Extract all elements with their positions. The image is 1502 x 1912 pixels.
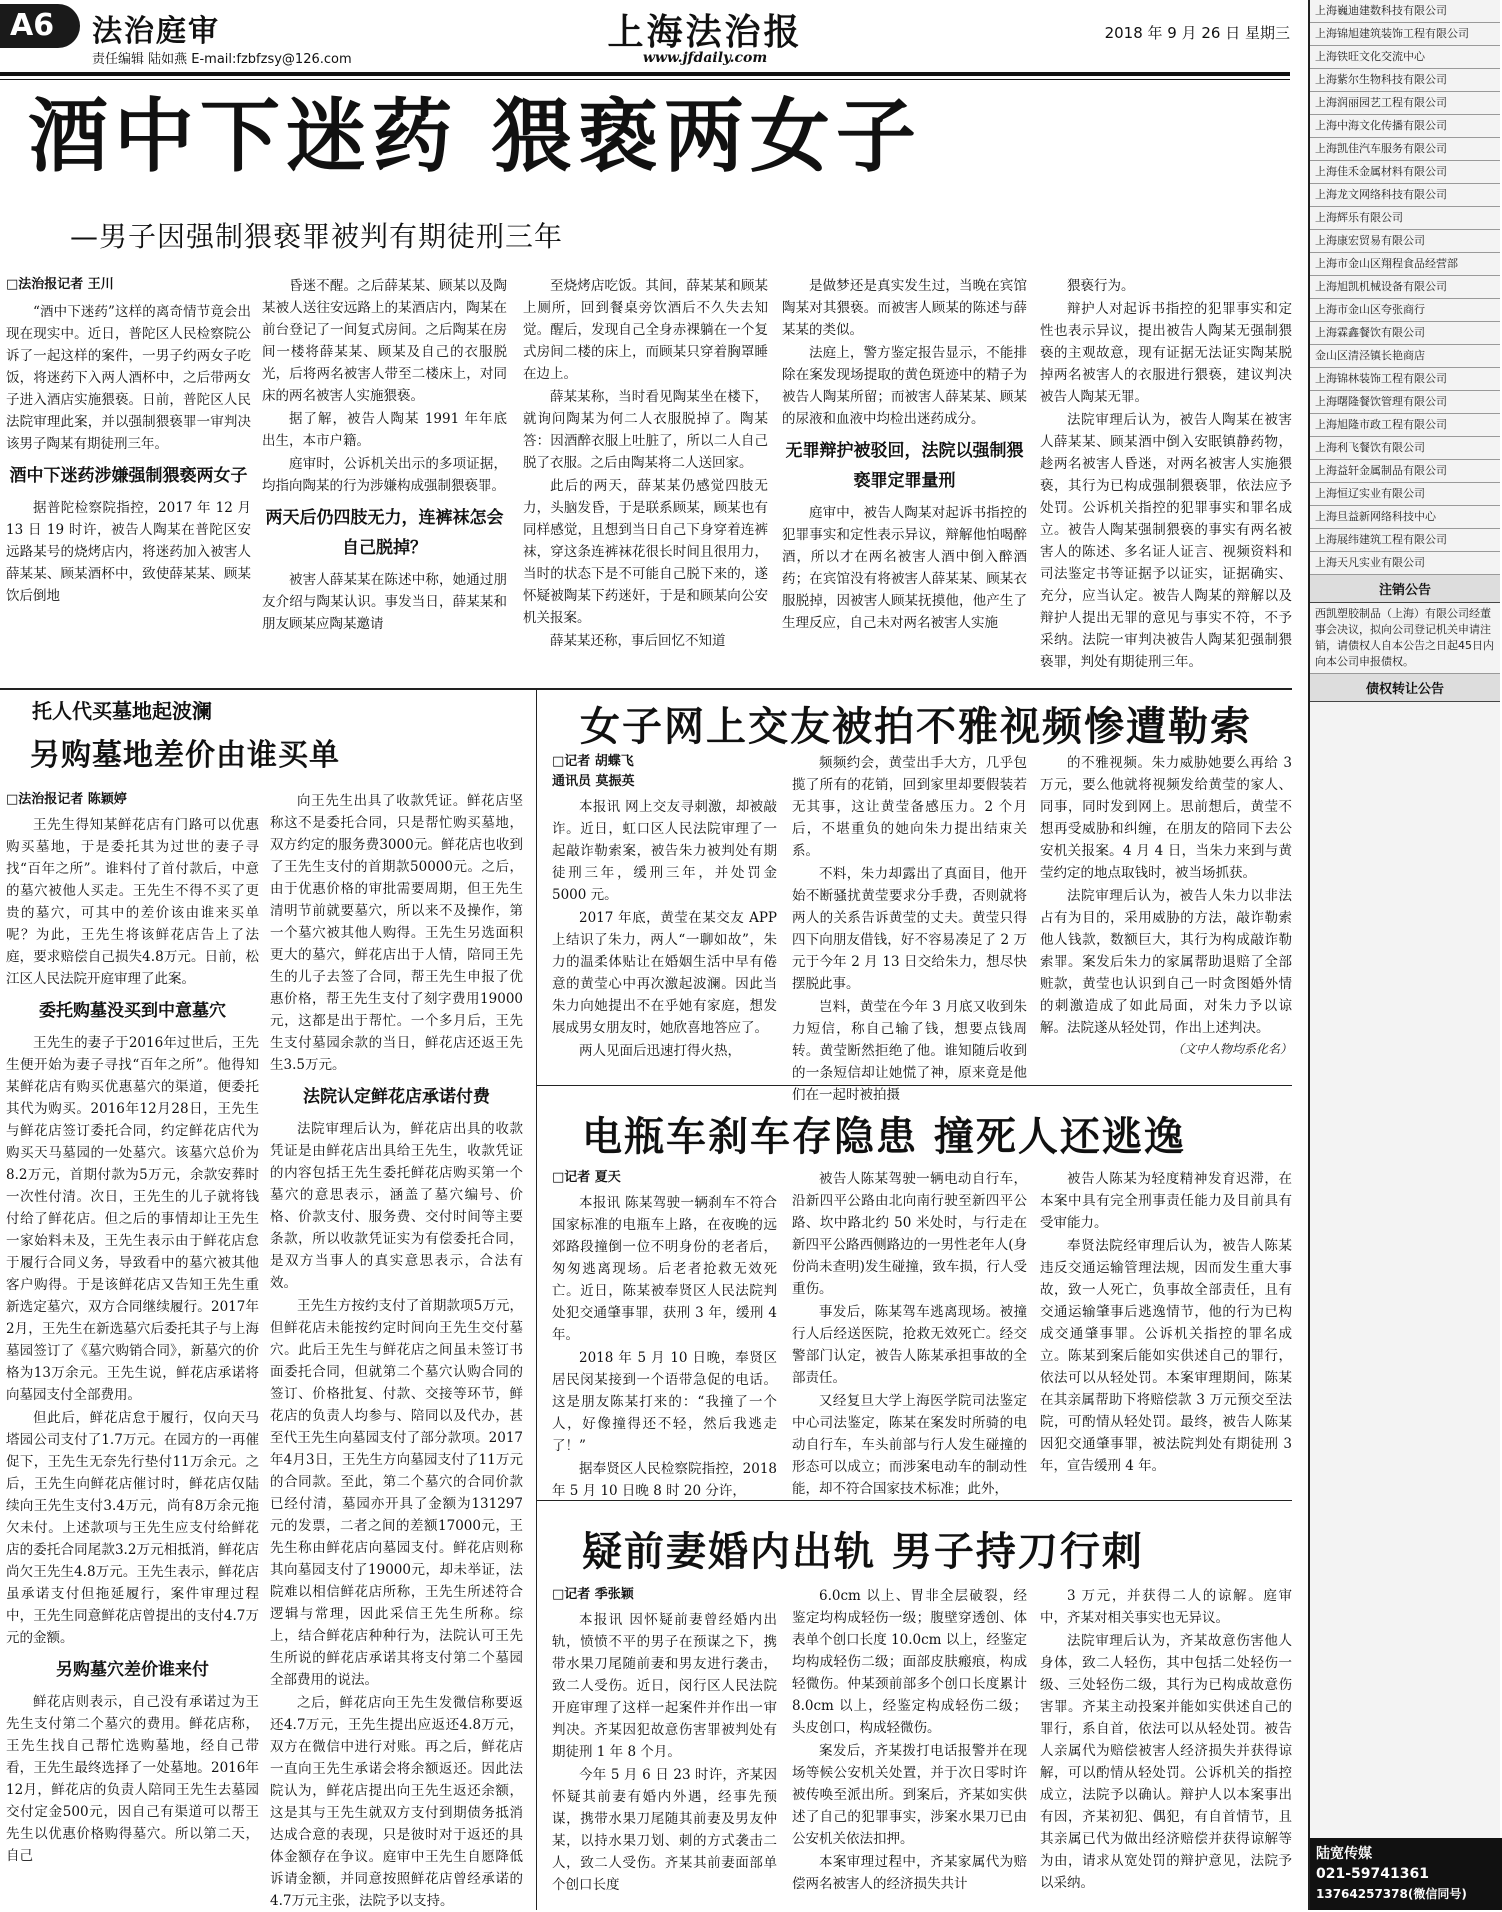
- ad-item: 上海利飞餐饮有限公司: [1310, 437, 1500, 460]
- knife-paragraph: 本案审理过程中，齐某家属代为赔偿两名被害人的经济损失共计: [792, 1854, 1027, 1892]
- section-title: 法治庭审: [92, 14, 220, 49]
- lead-paragraph: 庭审时，公诉机关出示的多项证据，均指向陶某的行为涉嫌构成强制猥亵罪。: [262, 456, 507, 494]
- lead-subhead: —男子因强制猥亵罪被判有期徒刑三年: [70, 220, 564, 253]
- ad-item: 上海天凡实业有限公司: [1310, 552, 1500, 575]
- ebike-paragraph: 本报讯 陈某驾驶一辆刹车不符合国家标准的电瓶车上路，在夜晚的远郊路段撞倒一位不明身份的老者后，匆匆逃离现场。后老者抢救无效死亡。近日，陈某被奉贤区人民法院判处犯交通肇事罪，获刑 3 年，缓刑 4 年。: [552, 1195, 777, 1343]
- grave-paragraph: 向王先生出具了收款凭证。鲜花店坚称这不是委托合同，只是帮忙购买墓地，双方约定的服务费3000元。鲜花店也收到了王先生支付的首期款50000元。之后，由于优惠价格的审批需要周期，但王先生清明节前就要墓穴，所以来不及操作，第一个墓穴被其他人购得。王先生另选面积更大的墓穴，鲜花店出于人情，陪同王先生的儿子去签了合同，帮王先生申报了优惠价格，帮王先生支付了刻字费用19000元，这都是出于帮忙。一个多月后，王先生支付墓园余款的当日，鲜花店还返王先生3.5万元。: [270, 793, 523, 1073]
- knife-paragraph: 本报讯 因怀疑前妻曾经婚内出轨，愤愤不平的男子在预谋之下，携带水果刀尾随前妻和男友进行袭击，致二人受伤。近日，闵行区人民法院开庭审理了这样一起案件并作出一审判决。齐某因犯故意伤害罪被判处有期徒刑 1 年 8 个月。: [552, 1612, 777, 1760]
- ad-item: 上海恒辽实业有限公司: [1310, 483, 1500, 506]
- contact-phone: 021-59741361: [1316, 1866, 1429, 1882]
- grave-paragraph: 但此后，鲜花店怠于履行，仅向天马塔园公司支付了1.7万元。在园方的一再催促下，王先生无奈先行垫付11万余元。之后，王先生向鲜花店催讨时，鲜花店仅陆续向王先生支付3.4万元，尚有8万余元拖欠未付。上述款项与王先生应支付给鲜花店的委托合同尾款3.2万元相抵消，鲜花店尚欠王先生4.8万元。王先生表示，鲜花店虽承诺支付但拖延履行，案件审理过程中，王先生同意鲜花店曾提出的支付4.7万元的金额。: [6, 1410, 259, 1646]
- lead-paragraph: 据了解，被告人陶某 1991 年年底出生，本市户籍。: [262, 411, 507, 449]
- classified-ads-column: [1308, 0, 1500, 1910]
- ad-item: 上海锦林装饰工程有限公司: [1310, 368, 1500, 391]
- ad-item: 上海凯佳汽车服务有限公司: [1310, 138, 1500, 161]
- lead-paragraph: 昏迷不醒。之后薛某某、顾某以及陶某被人送往安远路上的某酒店内，陶某在前台登记了一间复式房间。之后陶某在房间一楼将薛某某、顾某及自己的衣服脱光，后将两名被害人带至二楼床上，对同床的两名被害人实施猥亵。: [262, 278, 507, 404]
- blackmail-paragraph: 本报讯 网上交友寻刺激，却被敲诈。近日，虹口区人民法院审理了一起敲诈勒索案，被告朱力被判处有期徒刑三年，缓刑三年，并处罚金 5000 元。: [552, 799, 777, 903]
- ebike-paragraph: 据奉贤区人民检察院指控，2018 年 5 月 10 日晚 8 时 20 分许，: [552, 1461, 777, 1499]
- ebike-paragraph: 又经复旦大学上海医学院司法鉴定中心司法鉴定，陈某在案发时所骑的电动自行车，车头前部与行人发生碰撞的形态可以成立；而涉案电动车的制动性能，却不符合国家技术标准；此外，: [792, 1393, 1027, 1497]
- lead-paragraph: 庭审中，被告人陶某对起诉书指控的犯罪事实和定性表示异议，辩解他怕喝醉酒，所以才在两名被害人酒中倒入醉酒药；在宾馆没有将被害人薛某某、顾某衣服脱掉，因被害人顾某抚摸他，他产生了生理反应，自己未对两名被害人实施: [782, 505, 1027, 631]
- paper-logo: 上海法治报: [607, 11, 803, 53]
- ad-item: 上海紫尔生物科技有限公司: [1310, 69, 1500, 92]
- lead-paragraph: 薛某某称，当时看见陶某坐在楼下，就询问陶某为何二人衣服脱掉了。陶某答：因酒醉衣服上吐脏了，所以二人自己脱了衣服。之后由陶某将二人送回家。: [523, 389, 768, 471]
- grave-byline: □法治报记者 陈颖婷: [6, 792, 127, 807]
- ad-item: 上海霖鑫餐饮有限公司: [1310, 322, 1500, 345]
- grave-paragraph: 王先生方按约支付了首期款项5万元，但鲜花店未能按约定时间向王先生交付墓穴。此后王先生与鲜花店之间虽未签订书面委托合同，但就第二个墓穴认购合同的签订、价格批复、付款、交接等环节，鲜花店的负责人均参与、陪同以及代办，甚至代王先生向墓园支付了部分款项。2017年4月3日，王先生方向墓园支付了11万元的合同款。至此，第二个墓穴的合同价款已经付清，墓园亦开具了金额为131297元的发票，二者之间的差额17000元，王先生称由鲜花店向墓园支付。鲜花店则称其向墓园支付了19000元，却未举证，法院难以相信鲜花店所称，王先生所述符合逻辑与常理，因此采信王先生所称。综上，结合鲜花店种种行为，法院认可王先生所说的鲜花店承诺其将支付第二个墓园全部费用的说法。: [270, 1298, 523, 1688]
- ebike-title: 电瓶车刹车存隐患 撞死人还逃逸: [582, 1114, 1186, 1160]
- knife-paragraph: 法院审理后认为，齐某故意伤害他人身体，致二人轻伤，其中包括二处轻伤一级、三处轻伤二级，其行为已构成故意伤害罪。齐某主动投案并能如实供述自己的罪行，系自首，依法可以从轻处罚。被告人亲属代为赔偿被害人经济损失并获得谅解，可以酌情从轻处罚。公诉机关的指控成立，法院予以确认。辩护人以本案事出有因，齐某初犯、偶犯，有自首情节，且其亲属已代为做出经济赔偿并获得谅解等为由，请求从宽处罚的辩护意见，法院予以采纳。: [1040, 1633, 1292, 1891]
- ebike-paragraph: 被告人陈某为轻度精神发育迟滞，在本案中具有完全刑事责任能力及目前具有受审能力。: [1040, 1171, 1292, 1231]
- blackmail-paragraph: 法院审理后认为，被告人朱力以非法占有为目的，采用威胁的方法，敲诈勒索他人钱款，数额巨大，其行为构成敲诈勒索罪。案发后朱力的家属帮助退赔了全部赃款，黄莹也认识到自己一时贪图婚外情的刺激造成了如此局面，对朱力予以谅解。法院遂从轻处罚，作出上述判决。: [1040, 888, 1292, 1036]
- column-divider: [536, 690, 537, 1910]
- knife-paragraph: 6.0cm 以上、胃非全层破裂，经鉴定均构成轻伤一级；腹壁穿透创、体表单个创口长度 10.0cm 以上，经鉴定均构成轻伤二级；面部皮肤瘢痕，构成轻微伤。仲某颈前部多个创口长度累计 8.0cm 以上，经鉴定构成轻伤二级；头皮创口，构成轻微伤。: [792, 1588, 1027, 1736]
- lead-divider: [0, 688, 1292, 690]
- ad-item: 上海龙文网络科技有限公司: [1310, 184, 1500, 207]
- lead-paragraph: 法院审理后认为，被告人陶某在被害人薛某某、顾某酒中倒入安眠镇静药物，趁两名被害人昏迷，对两名被害人实施猥亵，其行为已构成强制猥亵罪，依法应予处罚。公诉机关指控的犯罪事实和罪名成立。被告人陶某强制猥亵的事实有两名被害人的陈述、多名证人证言、视频资料和司法鉴定书等证据予以证实，证据确实、充分，应当认定。被告人陶某的辩解以及辩护人提出无罪的意见与事实不符，不予采纳。法院一审判决被告人陶某犯强制猥亵罪，判处有期徒刑三年。: [1040, 412, 1292, 670]
- lead-column-3: [523, 275, 768, 685]
- lead-subheading-2: 两天后仍四肢无力，连裤袜怎会自己脱掉？: [265, 508, 504, 558]
- lead-paragraph: 薛某某还称，事后回忆不知道: [550, 633, 726, 649]
- knife-column-2: [792, 1585, 1027, 1907]
- lead-paragraph: 此后的两天，薛某某仍感觉四肢无力，头脑发昏，于是联系顾某，顾某也有同样感觉，且想到当日自己下身穿着连裤袜，穿这条连裤袜花很长时间且很用力，当时的状态下是不可能自己脱下来的，遂怀疑被陶某下药迷奸，于是和顾某向公安机关报案。: [523, 478, 768, 626]
- ebike-column-1: [552, 1168, 777, 1499]
- blackmail-paragraph: 频频约会，黄莹出手大方，几乎包揽了所有的花销，回到家里却要假装若无其事，这让黄莹备感压力。2 个月后，不堪重负的她向朱力提出结束关系。: [792, 755, 1027, 859]
- lead-paragraph: 辩护人对起诉书指控的犯罪事实和定性也表示异议，提出被告人陶某无强制猥亵的主观故意，现有证据无法证实陶某脱掉两名被害人的衣服进行猥亵，建议判决被告人陶某无罪。: [1040, 301, 1292, 405]
- ad-item: 上海康宏贸易有限公司: [1310, 230, 1500, 253]
- ad-item: 上海展纬建筑工程有限公司: [1310, 529, 1500, 552]
- lead-column-5: [1040, 275, 1292, 685]
- ad-contact-box: [1310, 1838, 1502, 1910]
- grave-paragraph: 之后，鲜花店向王先生发微信称要返还4.7万元，王先生提出应返还4.8万元，双方在微信中进行对账。再之后，鲜花店一直向王先生承诺会将余额返还。因此法院认为，鲜花店提出向王先生返还余额，这是其与王先生就双方支付到期债务抵消达成合意的表现，只是彼时对于返还的具体金额存在争议。庭审中王先生自愿降低诉请金额，并同意按照鲜花店曾经承诺的4.7万元主张，法院予以支持。: [270, 1695, 523, 1909]
- ad-item: 上海铁旺文化交流中心: [1310, 46, 1500, 69]
- ebike-paragraph: 2018 年 5 月 10 日晚，奉贤区居民闵某接到一个语带急促的电话。这是朋友陈某打来的：“我撞了一个人，好像撞得还不轻，然后我逃走了！”: [552, 1350, 777, 1454]
- ad-item: 上海辉乐有限公司: [1310, 207, 1500, 230]
- blackmail-byline-2: 通讯员 莫振英: [552, 774, 635, 789]
- knife-paragraph: 案发后，齐某拨打电话报警并在现场等候公安机关处置，并于次日零时许被传唤至派出所。到案后，齐某如实供述了自己的犯罪事实，涉案水果刀已由公安机关依法扣押。: [792, 1743, 1027, 1847]
- lead-headline: 酒中下迷药 猥亵两女子: [28, 90, 922, 183]
- grave-subheading-3: 法院认定鲜花店承诺付费: [303, 1087, 490, 1107]
- contact-mobile: 13764257378(微信同号): [1316, 1887, 1467, 1901]
- transfer-notice-title: 债权转让公告: [1310, 674, 1500, 702]
- notice-title: 注销公告: [1310, 575, 1500, 603]
- lead-column-4: [782, 275, 1027, 685]
- lead-paragraph: 是做梦还是真实发生过，当晚在宾馆陶某对其猥亵。而被害人顾某的陈述与薛某某的类似。: [782, 278, 1027, 338]
- lead-paragraph: 至烧烤店吃饭。其间，薛某某和顾某上厕所，回到餐桌旁饮酒后不久失去知觉。醒后，发现自己全身赤裸躺在一个复式房间二楼的床上，而顾某只穿着胸罩睡在边上。: [523, 278, 768, 382]
- header-rule-thin: [0, 79, 1290, 80]
- knife-paragraph: 今年 5 月 6 日 23 时许，齐某因怀疑其前妻有婚内外遇，经事先预谋，携带水果刀尾随其前妻及男友仲某，以持水果刀划、刺的方式袭击二人，致二人受伤。齐某其前妻面部单个创口长度: [552, 1767, 777, 1893]
- ebike-column-2: [792, 1168, 1027, 1497]
- ad-item: 上海锦旭建筑装饰工程有限公司: [1310, 23, 1500, 46]
- contact-label: 陆宽传媒: [1316, 1846, 1372, 1862]
- knife-column-3: [1040, 1585, 1292, 1907]
- grave-title: 另购墓地差价由谁买单: [30, 738, 340, 773]
- ad-item: 上海润丽园艺工程有限公司: [1310, 92, 1500, 115]
- blackmail-credit: （文中人物均系化名）: [1171, 1042, 1292, 1056]
- knife-column-1: [552, 1585, 777, 1907]
- lead-byline: □法治报记者 王川: [6, 277, 114, 292]
- lead-paragraph: “酒中下迷药”这样的离奇情节竟会出现在现实中。近日，普陀区人民检察院公诉了一起这样的案件，一男子约两女子吃饭，将迷药下入两人酒杯中，之后带两女子进入酒店实施猥亵。日前，普陀区人民法院审理此案，并以强制猥亵罪一审判决该男子陶某有期徒刑三年。: [6, 304, 251, 452]
- page-number-badge: A6: [0, 4, 80, 48]
- knife-title: 疑前妻婚内出轨 男子持刀行刺: [582, 1529, 1144, 1575]
- ebike-column-3: [1040, 1168, 1292, 1493]
- story-divider: [536, 1500, 1292, 1501]
- blackmail-paragraph: 岂料，黄莹在今年 3 月底又收到朱力短信，称自己输了钱，想要点钱周转。黄莹断然拒绝了他。谁知随后收到的一条短信却让她慌了神，原来竟是他们在一起时被拍摄: [792, 999, 1027, 1103]
- grave-subheading-2: 另购墓穴差价谁来付: [56, 1660, 209, 1680]
- lead-paragraph: 据普陀检察院指控，2017 年 12 月 13 日 19 时许，被告人陶某在普陀区安远路某号的烧烤店内，将迷药加入被害人薛某某、顾某酒杯中，致使薛某某、顾某饮后倒地: [6, 500, 251, 604]
- ad-item: 上海佳禾金属材料有限公司: [1310, 161, 1500, 184]
- grave-paragraph: 王先生得知某鲜花店有门路可以优惠购买墓地，于是委托其为过世的妻子寻找“百年之所”。谁料付了首付款后，中意的墓穴被他人买走。王先生不得不买了更贵的墓穴，可其中的差价该由谁来买单呢？为此，王先生将该鲜花店告上了法庭，要求赔偿自己损失4.8万元。日前，松江区人民法院开庭审理了此案。: [6, 817, 259, 987]
- blackmail-column-3: [1040, 752, 1292, 1072]
- lead-subheading-3: 无罪辩护被驳回，法院以强制猥亵罪定罪量刑: [785, 441, 1024, 491]
- ad-item: 上海市金山区翔程食品经营部: [1310, 253, 1500, 276]
- paper-url: www.jfdaily.com: [642, 50, 768, 66]
- lead-subheading-1: 酒中下迷药涉嫌强制猥亵两女子: [9, 466, 248, 486]
- blackmail-byline: □记者 胡蝶飞: [552, 754, 634, 769]
- ebike-paragraph: 事发后，陈某驾车逃离现场。被撞行人后经送医院，抢救无效死亡。经交警部门认定，被告人陈某承担事故的全部责任。: [792, 1304, 1027, 1386]
- grave-paragraph: 法院审理后认为，鲜花店出具的收款凭证是由鲜花店出具给王先生，收款凭证的内容包括王先生委托鲜花店购买第一个墓穴的意思表示，涵盖了墓穴编号、价格、价款支付、服务费、交付时间等主要条款，所以收款凭证实为有偿委托合同，是双方当事人的真实意思表示，合法有效。: [270, 1121, 523, 1291]
- lead-paragraph: 被害人薛某某在陈述中称，她通过朋友介绍与陶某认识。事发当日，薛某某和朋友顾某应陶某邀请: [262, 572, 507, 632]
- lead-column-1: [6, 275, 251, 685]
- ad-item: 上海巍迪建数科技有限公司: [1310, 0, 1500, 23]
- blackmail-column-1: [552, 752, 777, 1072]
- issue-date: 2018 年 9 月 26 日 星期三: [1104, 24, 1290, 42]
- grave-column-2: [270, 790, 523, 1908]
- ad-list: [1310, 0, 1500, 575]
- lead-paragraph: 猥亵行为。: [1067, 278, 1135, 294]
- blackmail-title: 女子网上交友被拍不雅视频惨遭勒索: [580, 704, 1252, 750]
- knife-byline: □记者 季张颖: [552, 1587, 634, 1602]
- ad-item: 上海益轩金属制品有限公司: [1310, 460, 1500, 483]
- ad-item: 金山区清泾镇长艳商店: [1310, 345, 1500, 368]
- story-divider: [536, 1085, 1292, 1086]
- blackmail-paragraph: 不料，朱力却露出了真面目，他开始不断骚扰黄莹要求分手费，否则就将两人的关系告诉黄莹的丈夫。黄莹只得四下向朋友借钱，好不容易凑足了 2 万元于今年 2 月 13 日交给朱力，想尽快摆脱此事。: [792, 866, 1027, 992]
- blackmail-paragraph: 2017 年底，黄莹在某交友 APP 上结识了朱力，两人“一聊如故”，朱力的温柔体贴让在婚姻生活中早有倦意的黄莹心中再次激起波澜。因此当朱力向她提出不在乎她有家庭，想发展成男女朋友时，她欣喜地答应了。: [552, 910, 777, 1036]
- blackmail-paragraph: 两人见面后迅速打得火热，: [579, 1043, 741, 1059]
- grave-paragraph: 鲜花店则表示，自己没有承诺过为王先生支付第二个墓穴的费用。鲜花店称，王先生找自己帮忙选购墓地，经自己带看，王先生最终选择了一处墓地。2016年12月，鲜花店的负责人陪同王先生去墓园交付定金500元，因自己有渠道可以帮王先生以优惠价格购得墓穴。所以第二天，自己: [6, 1694, 259, 1864]
- grave-column-1: [6, 790, 259, 1908]
- notice-text: 西凯塑胶制品（上海）有限公司经董事会决议，拟向公司登记机关申请注销，请债权人自本公告之日起45日内向本公司申报债权。: [1310, 603, 1500, 674]
- blackmail-column-2: [792, 752, 1027, 1103]
- editor-line: 责任编辑 陆如燕 E-mail:fzbfzsy@126.com: [92, 52, 352, 67]
- ebike-paragraph: 被告人陈某驾驶一辆电动自行车，沿新四平公路由北向南行驶至新四平公路、坎中路北约 50 米处时，与行走在新四平公路西侧路边的一男性老年人(身份尚未查明)发生碰撞，致车损，行人受重伤。: [792, 1171, 1027, 1297]
- ad-item: 上海中海文化传播有限公司: [1310, 115, 1500, 138]
- ebike-paragraph: 奉贤法院经审理后认为，被告人陈某违反交通运输管理法规，因而发生重大事故，致一人死亡，负事故全部责任，且有交通运输肇事后逃逸情节，他的行为已构成交通肇事罪。公诉机关指控的罪名成立。陈某到案后能如实供述自己的罪行，依法可以从轻处罚。本案审理期间，陈某在其亲属帮助下将赔偿款 3 万元预交至法院，可酌情从轻处罚。最终，被告人陈某因犯交通肇事罪，被法院判处有期徒刑 3 年，宣告缓刑 4 年。: [1040, 1238, 1292, 1474]
- header-rule: [0, 72, 1290, 76]
- grave-subheading-1: 委托购墓没买到中意墓穴: [39, 1001, 226, 1021]
- ebike-byline: □记者 夏天: [552, 1170, 621, 1185]
- blackmail-paragraph: 的不雅视频。朱力威胁她要么再给 3 万元，要么他就将视频发给黄莹的家人、同事，同时发到网上。思前想后，黄莹不想再受威胁和纠缠，在朋友的陪同下去公安机关报案。4 月 4 日，当朱力来到与黄莹约定的地点取钱时，被当场抓获。: [1040, 755, 1292, 881]
- lead-column-2: [262, 275, 507, 685]
- grave-paragraph: 王先生的妻子于2016年过世后，王先生便开始为妻子寻找“百年之所”。他得知某鲜花店有购买优惠墓穴的渠道，便委托其代为购买。2016年12月28日，王先生与鲜花店签订委托合同，约定鲜花店代为购买天马墓园的一处墓穴。该墓穴总价为8.2万元，首期付款为5万元，余款安葬时一次性付清。次日，王先生的儿子就将钱付给了鲜花店。但之后的事情却让王先生一家始料未及，王先生表示由于鲜花店怠于履行合同义务，导致看中的墓穴被其他客户购得。于是该鲜花店又告知王先生重新选定墓穴，双方合同继续履行。2017年2月，王先生在新选墓穴后委托其子与上海墓园签订了《墓穴购销合同》，新墓穴的价格为13万余元。王先生说，鲜花店承诺将向墓园支付全部费用。: [6, 1035, 259, 1403]
- knife-paragraph: 3 万元，并获得二人的谅解。庭审中，齐某对相关事实也无异议。: [1040, 1588, 1292, 1626]
- ad-item: 上海曙隆餐饮管理有限公司: [1310, 391, 1500, 414]
- ad-item: 上海旭凯机械设备有限公司: [1310, 276, 1500, 299]
- ad-item: 上海市金山区夸张商行: [1310, 299, 1500, 322]
- ad-item: 上海旭隆市政工程有限公司: [1310, 414, 1500, 437]
- ad-item: 上海旦益新网络科技中心: [1310, 506, 1500, 529]
- grave-kicker: 托人代买墓地起波澜: [32, 699, 212, 723]
- lead-paragraph: 法庭上，警方鉴定报告显示，不能排除在案发现场提取的黄色斑迹中的精子为被告人陶某所留；而被害人薛某某、顾某的尿液和血液中均检出迷药成分。: [782, 345, 1027, 427]
